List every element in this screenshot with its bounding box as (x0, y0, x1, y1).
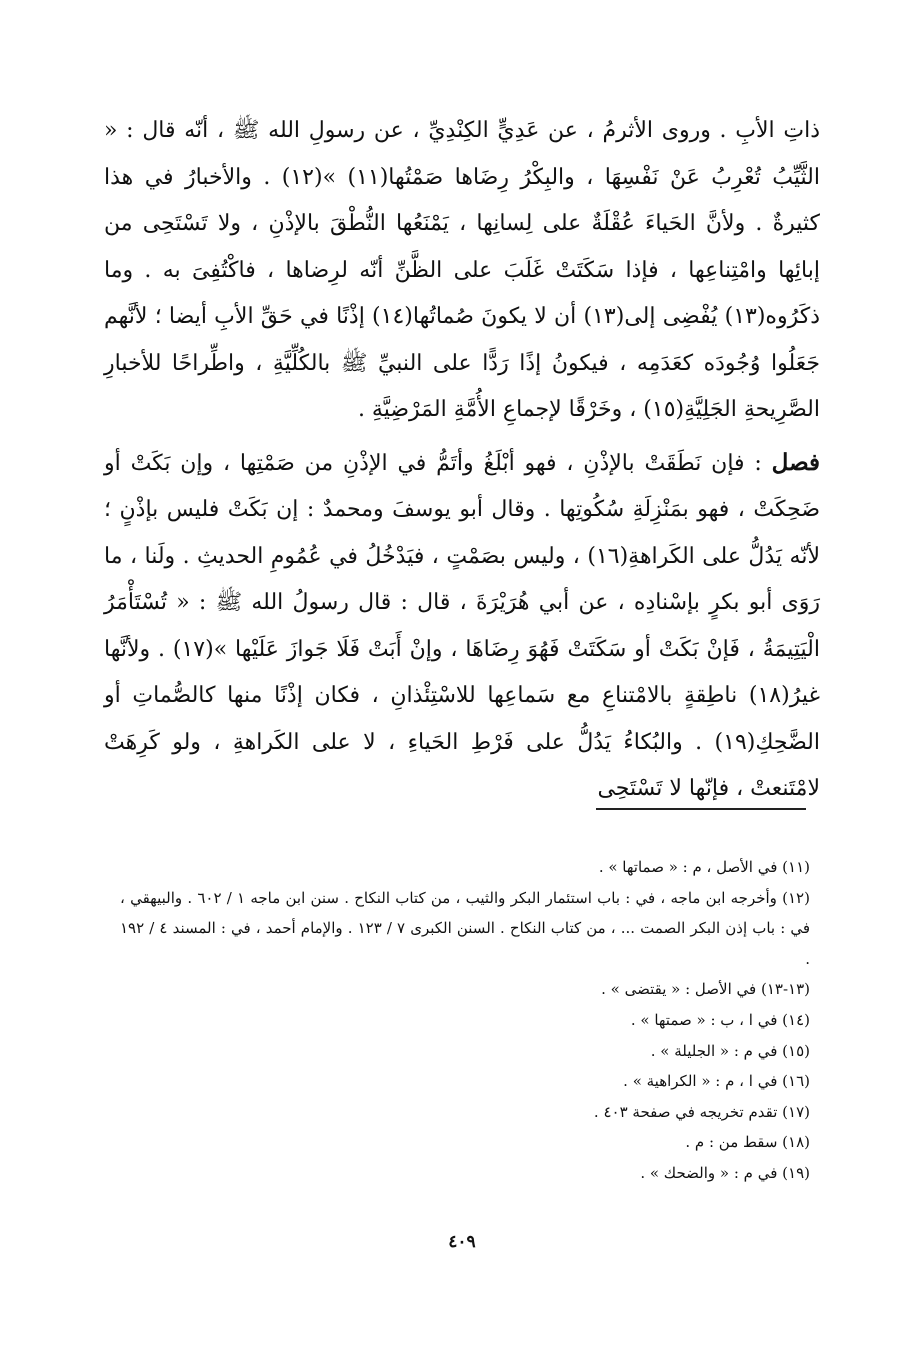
paragraph-2-text: : فإن نَطَقَتْ بالإذْنِ ، فهو أبْلَغُ وأتَمُّ في الإذْنِ من صَمْتِها ، وإن بَكَتْ أو ضَحِكَتْ ، فهو بمَنْزِلَةِ سُكُوتِها . وقال أبو يوسفَ ومحمدٌ : إن بَكَتْ فليس بإذْنٍ ؛ لأنّه يَدُلُّ على الكَراهةِ(١٦) ، وليس بصَمْتٍ ، فيَدْخُلُ في عُمُومِ الحديثِ . ولَنا ، ما رَوَى أبو بكرٍ بإسْنادِه ، عن أبي هُرَيْرَةَ ، قال : قال رسولُ الله ﷺ : « تُسْتَأْمَرُ الْيَتِيمَةُ ، فَإنْ بَكَتْ أو سَكَتَتْ فَهُوَ رِضَاهَا ، وإنْ أَبَتْ فَلَا جَوازَ عَلَيْها »(١٧) . ولأنَّها غيرُ(١٨) ناطِقةٍ بالامْتناعِ مع سَماعِها للاسْتِئْذانِ ، فكان إذْنًا منها كالصُّماتِ أو الضَّحِكِ(١٩) . والبُكاءُ يَدُلُّ على فَرْطِ الحَياءِ ، لا على الكَراهةِ ، ولو كَرِهَتْ لامْتَنعتْ ، فإنّها لا تَسْتَحِى (104, 450, 821, 801)
main-text-body (104, 108, 820, 813)
footnote-19: (١٩) في م : « والضحك » . (640, 1163, 810, 1182)
footnote-divider (596, 808, 806, 810)
footnote-15: (١٥) في م : « الجليلة » . (650, 1041, 810, 1060)
page-number: ٤٠٩ (448, 1232, 476, 1252)
footnote-18: (١٨) سقط من : م . (685, 1133, 810, 1152)
footnote-12: (١٢) وأخرجه ابن ماجه ، في : باب استئمار البكر والثيب ، من كتاب النكاح . سنن ابن ماجه ١ / ٦٠٢ . والبيهقي ، في : باب إذن البكر الصمت ... ، من كتاب النكاح . السنن الكبرى ٧ / ١٢٣ . والإمام أحمد ، في : المسند ٤ / ١٩٢ . (120, 888, 811, 968)
section-heading: فصل (771, 448, 821, 476)
paragraph-2 (104, 440, 820, 813)
footnote-16: (١٦) في ا ، م : « الكراهية » . (623, 1072, 810, 1091)
footnote-17: (١٧) تقدم تخريجه في صفحة ٤٠٣ . (593, 1102, 810, 1121)
footnotes-list (120, 852, 810, 1189)
footnote-13: (١٣-١٣) في الأصل : « يقتضى » . (601, 980, 810, 999)
paragraph-1 (104, 108, 820, 434)
paragraph-1-text: ذاتِ الأبِ . وروى الأثرمُ ، عن عَدِيٍّ الكِنْدِيِّ ، عن رسولِ الله ﷺ ، أنّه قال : « الثَّيِّبُ تُعْرِبُ عَنْ نَفْسِهَا ، والبِكْرُ رِضَاها صَمْتُها(١١) »(١٢) . والأخبارُ في هذا كثيرةٌ . ولأنَّ الحَياءَ عُقْلَةٌ على لِسانِها ، يَمْنَعُها النُّطْقَ بالإذْنِ ، ولا تَسْتَحِى من إبائِها وامْتِناعِها ، فإذا سَكَتَتْ غَلَبَ على الظَّنِّ أنّه لرِضاها ، فاكْتُفِىَ به . وما ذكَرُوه(١٣) يُفْضِى إلى(١٣) أن لا يكونَ صُماتُها(١٤) إذْنًا في حَقِّ الأبِ أيضا ؛ لأنَّهم جَعَلُوا وُجُودَه كعَدَمِه ، فيكونُ إذًا رَدًّا على النبيِّ ﷺ بالكُلِّيَّةِ ، واطِّراحًا للأخبارِ الصَّرِيحةِ الجَلِيَّةِ(١٥) ، وخَرْقًا لإجماعِ الأُمَّةِ المَرْضِيَّةِ . (104, 118, 821, 422)
footnote-14: (١٤) في ا ، ب : « صمتها » . (630, 1010, 810, 1029)
footnote-11: (١١) في الأصل ، م : « صماتها » . (598, 858, 810, 876)
